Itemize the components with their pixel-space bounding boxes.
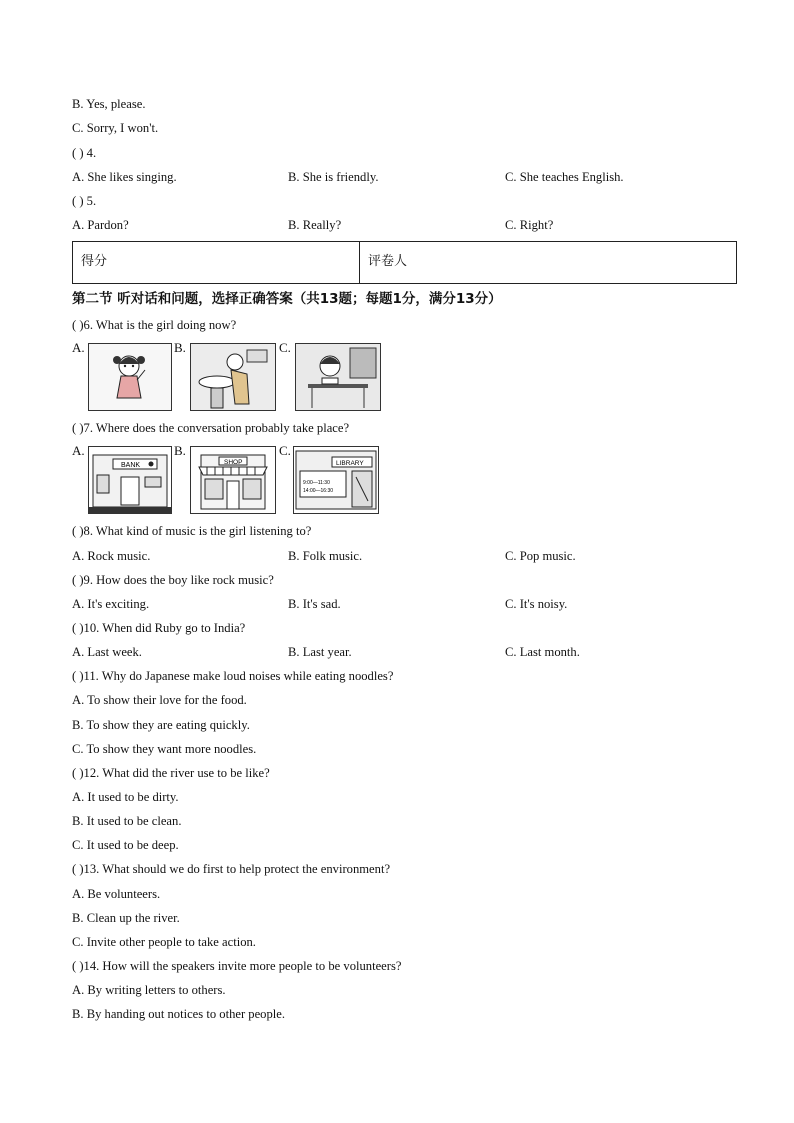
q12-stem: ( )12. What did the river use to be like? xyxy=(72,766,270,780)
q7-picture-library xyxy=(293,446,379,514)
q6-label-a: A. xyxy=(72,340,85,355)
score-cell: 得分 xyxy=(73,242,360,283)
q6-picture-a xyxy=(88,343,172,411)
q11-stem: ( )11. Why do Japanese make loud noises while eating noodles? xyxy=(72,669,394,683)
q14-option-a: A. By writing letters to others. xyxy=(72,983,226,997)
q4-option-b: B. She is friendly. xyxy=(288,170,379,184)
bank-sign-text: BANK xyxy=(121,462,141,469)
library-sign-text: LIBRARY xyxy=(336,460,364,467)
q10-stem: ( )10. When did Ruby go to India? xyxy=(72,621,246,635)
girl-reading-at-desk-illustration xyxy=(296,344,380,410)
library-building-illustration xyxy=(294,447,378,513)
q9-option-a: A. It's exciting. xyxy=(72,597,150,611)
q10-option-c: C. Last month. xyxy=(505,645,580,659)
q4-option-c: C. She teaches English. xyxy=(505,170,624,184)
q9-option-c: C. It's noisy. xyxy=(505,597,568,611)
q10-option-a: A. Last week. xyxy=(72,645,142,659)
q5-stem: ( ) 5. xyxy=(72,194,97,208)
q3-option-b: B. Yes, please. xyxy=(72,97,146,111)
library-hours-2: 14:00—16:30 xyxy=(303,488,334,494)
q11-option-a: A. To show their love for the food. xyxy=(72,693,247,707)
q5-option-c: C. Right? xyxy=(505,218,554,232)
q9-option-b: B. It's sad. xyxy=(288,597,341,611)
q7-picture-bank xyxy=(88,446,172,514)
q4-option-a: A. She likes singing. xyxy=(72,170,177,184)
q7-label-a: A. xyxy=(72,443,85,458)
q8-stem: ( )8. What kind of music is the girl listening to? xyxy=(72,524,312,538)
q11-option-b: B. To show they are eating quickly. xyxy=(72,718,250,732)
score-table xyxy=(72,241,737,284)
q6-stem: ( )6. What is the girl doing now? xyxy=(72,318,237,332)
q7-label-c: C. xyxy=(279,443,291,458)
girl-washing-face-illustration xyxy=(191,344,275,410)
q6-label-c: C. xyxy=(279,340,291,355)
bank-building-illustration xyxy=(89,447,171,513)
q3-option-c: C. Sorry, I won't. xyxy=(72,121,159,135)
q6-label-b: B. xyxy=(174,340,186,355)
q7-stem: ( )7. Where does the conversation probably take place? xyxy=(72,421,350,435)
q5-option-a: A. Pardon? xyxy=(72,218,129,232)
q14-option-b: B. By handing out notices to other people. xyxy=(72,1007,286,1021)
q6-picture-c xyxy=(295,343,381,411)
q7-picture-shop xyxy=(190,446,276,514)
shop-sign-text: SHOP xyxy=(224,459,243,466)
q8-option-a: A. Rock music. xyxy=(72,549,151,563)
q4-stem: ( ) 4. xyxy=(72,146,97,160)
q12-option-a: A. It used to be dirty. xyxy=(72,790,179,804)
q13-option-a: A. Be volunteers. xyxy=(72,887,161,901)
shop-building-illustration xyxy=(191,447,275,513)
q11-option-c: C. To show they want more noodles. xyxy=(72,742,257,756)
q9-stem: ( )9. How does the boy like rock music? xyxy=(72,573,274,587)
section-title: 第二节 听对话和问题，选择正确答案（共13题；每题1分，满分13分） xyxy=(72,291,502,307)
girl-brushing-hair-illustration xyxy=(89,344,171,410)
q8-option-c: C. Pop music. xyxy=(505,549,576,563)
q10-option-b: B. Last year. xyxy=(288,645,352,659)
q8-option-b: B. Folk music. xyxy=(288,549,363,563)
q13-option-b: B. Clean up the river. xyxy=(72,911,180,925)
q12-option-c: C. It used to be deep. xyxy=(72,838,179,852)
q7-label-b: B. xyxy=(174,443,186,458)
q13-stem: ( )13. What should we do first to help protect the environment? xyxy=(72,862,391,876)
grader-cell: 评卷人 xyxy=(368,254,408,269)
q6-picture-b xyxy=(190,343,276,411)
q12-option-b: B. It used to be clean. xyxy=(72,814,182,828)
q13-option-c: C. Invite other people to take action. xyxy=(72,935,256,949)
library-hours-1: 9:00—11:30 xyxy=(303,480,330,486)
q14-stem: ( )14. How will the speakers invite more people to be volunteers? xyxy=(72,959,402,973)
q5-option-b: B. Really? xyxy=(288,218,342,232)
